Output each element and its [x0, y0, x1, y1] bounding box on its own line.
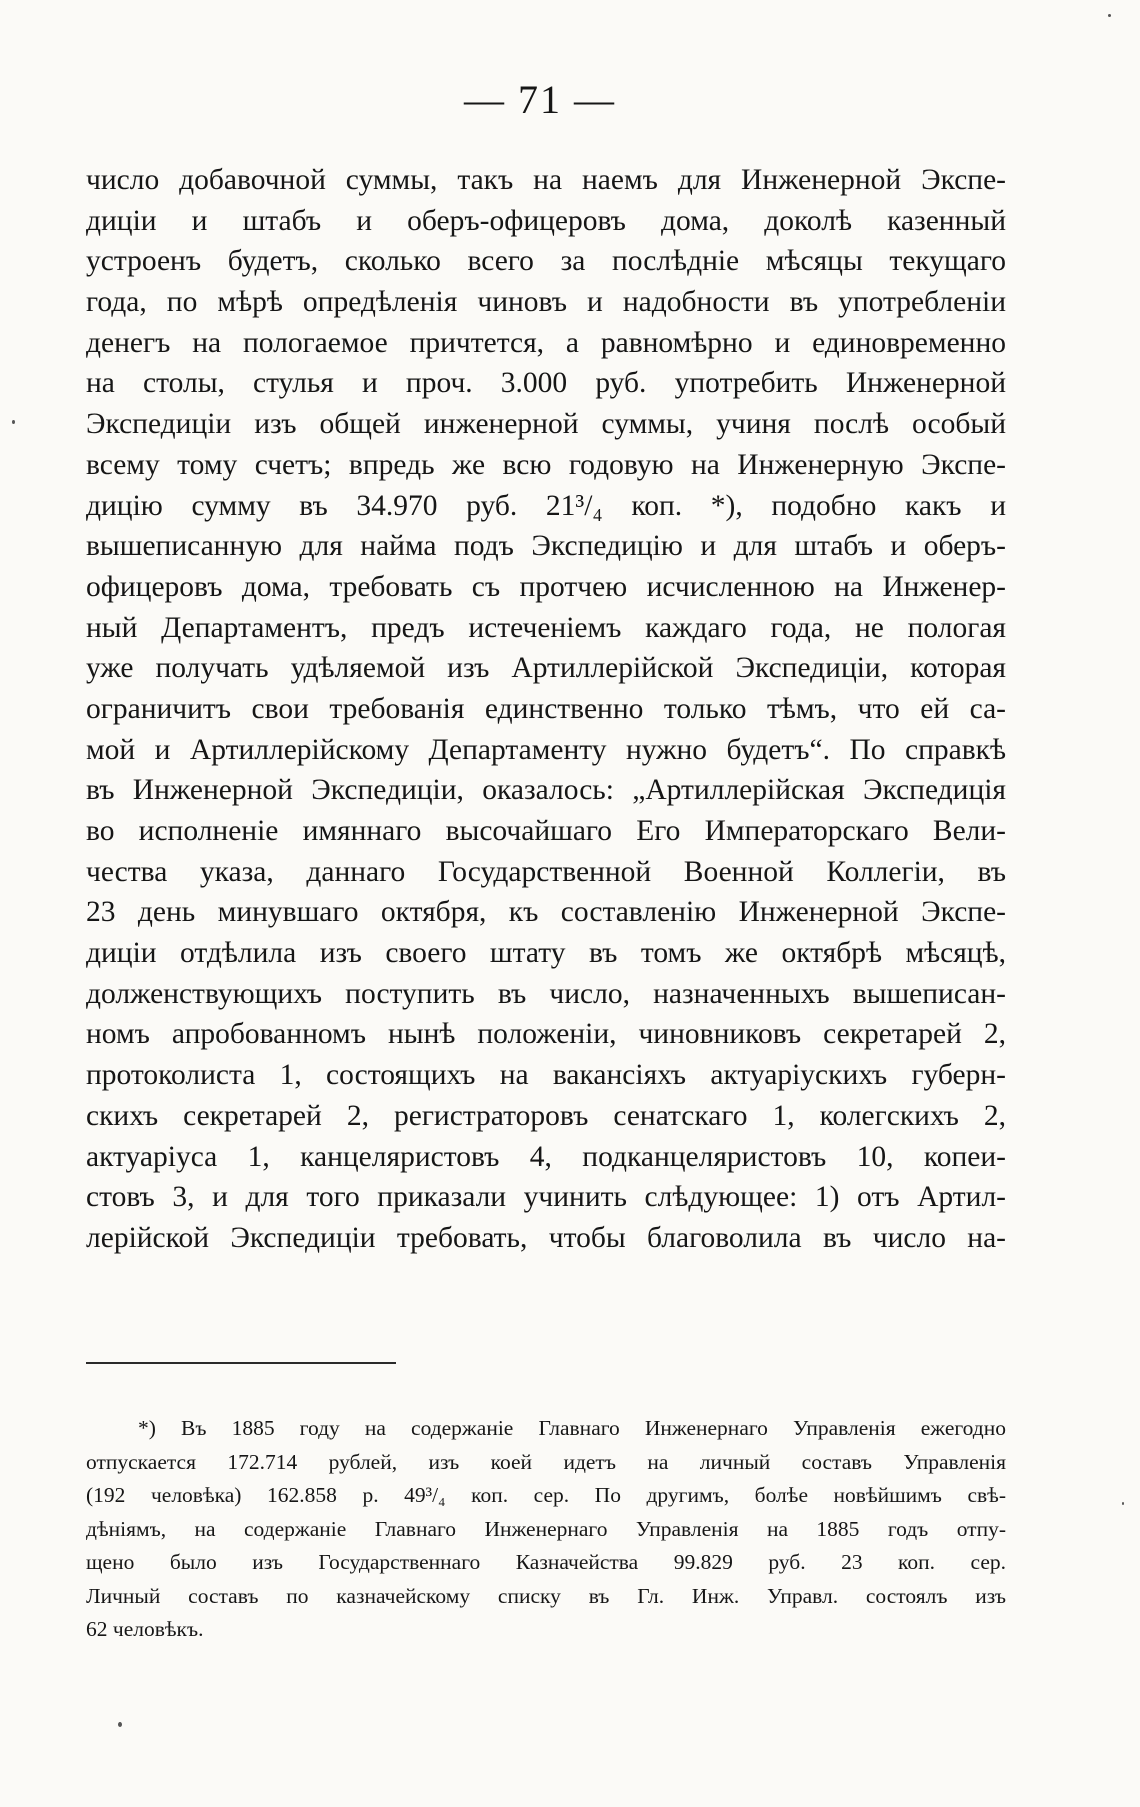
scan-speck — [1108, 14, 1111, 17]
text-line: стовъ 3, и для того приказали учинить слѣдующее: 1) отъ Артил- — [86, 1181, 1006, 1214]
text-line: въ Инженерной Экспедиціи, оказалось: „Артиллерійская Экспедиція — [86, 774, 1006, 807]
text-line: диціи отдѣлила изъ своего штату въ томъ же октябрѣ мѣсяцѣ, — [86, 937, 1006, 970]
page-number: — 71 — — [464, 77, 616, 122]
text-line: долженствующихъ поступить въ число, назначенныхъ вышеписан- — [86, 977, 1006, 1010]
text-line: ный Департаментъ, предъ истеченіемъ каждаго года, не пологая — [86, 611, 1006, 644]
text-line: уже получать удѣляемой изъ Артиллерійской Экспедиціи, которая — [86, 652, 1006, 685]
text-line: во исполненіе имяннаго высочайшаго Его Императорскаго Вели- — [86, 815, 1006, 847]
text-line: на столы, стулья и проч. 3.000 руб. употребить Инженерной — [86, 367, 1006, 400]
text-line: номъ апробованномъ нынѣ положеніи, чиновниковъ секретарей 2, — [86, 1018, 1006, 1051]
text-line: чества указа, даннаго Государственной Военной Коллегіи, въ — [86, 855, 1006, 888]
text-line: офицеровъ дома, требовать съ протчею исчисленною на Инженер- — [86, 570, 1006, 603]
footnote — [86, 1412, 1006, 1647]
text-line: актуаріуса 1, канцеляристовъ 4, подканцеляристовъ 10, копеи- — [86, 1140, 1006, 1173]
footnote-line: 62 человѣкъ. — [86, 1617, 204, 1641]
text-line: 23 день минувшаго октября, къ составленію Инженерной Экспе- — [86, 896, 1006, 929]
text-line: Экспедиціи изъ общей инженерной суммы, учиня послѣ особый — [86, 408, 1006, 441]
text-line: года, по мѣрѣ опредѣленія чиновъ и надобности въ употребленіи — [86, 286, 1006, 319]
text-line: лерійской Экспедиціи требовать, чтобы благоволила въ число на- — [86, 1221, 1006, 1254]
text-line: диціи и штабъ и оберъ-офицеровъ дома, доколѣ казенный — [86, 204, 1006, 237]
footnote-line: дѣніямъ, на содержаніе Главнаго Инженернаго Управленія на 1885 годъ отпу- — [86, 1516, 1006, 1541]
text-line: всему тому счетъ; впредь же всю годовую на Инженерную Экспе- — [86, 448, 1006, 481]
footnote-line: *) Въ 1885 году на содержаніе Главнаго Инженернаго Управленія ежегодно — [138, 1416, 1006, 1440]
text-line: мой и Артиллерійскому Департаменту нужно будетъ“. По справкѣ — [86, 733, 1006, 766]
text-line: протоколиста 1, состоящихъ на вакансіяхъ актуаріускихъ губерн- — [86, 1059, 1006, 1092]
footnote-line: (192 человѣка) 162.858 р. 49³/₄ коп. сер. По другимъ, болѣе новѣйшимъ свѣ- — [86, 1483, 1006, 1507]
scan-speck — [1122, 1502, 1124, 1505]
text-line: вышеписанную для найма подъ Экспедицію и для штабъ и оберъ- — [86, 530, 1006, 563]
footnote-divider — [86, 1362, 396, 1364]
text-line: дицію сумму въ 34.970 руб. 21³/₄ коп. *), подобно какъ и — [86, 489, 1006, 522]
footnote-line: щено было изъ Государственнаго Казначейства 99.829 руб. 23 коп. сер. — [86, 1550, 1006, 1574]
text-line: скихъ секретарей 2, регистраторовъ сенатскаго 1, колегскихъ 2, — [86, 1099, 1006, 1132]
main-text — [86, 160, 1006, 1259]
scan-speck — [118, 1722, 122, 1727]
footnote-line: Личный составъ по казначейскому списку въ Гл. Инж. Управл. состоялъ изъ — [86, 1583, 1006, 1608]
text-line: число добавочной суммы, такъ на наемъ для Инженерной Экспе- — [86, 164, 1006, 196]
text-line: ограничитъ свои требованія единственно только тѣмъ, что ей са- — [86, 692, 1006, 725]
scan-speck — [12, 420, 15, 424]
text-line: денегъ на пологаемое причтется, а равномѣрно и единовременно — [86, 326, 1006, 359]
text-line: устроенъ будетъ, сколько всего за послѣдніе мѣсяцы текущаго — [86, 245, 1006, 278]
footnote-line: отпускается 172.714 рублей, изъ коей идетъ на личный составъ Управленія — [86, 1449, 1006, 1474]
